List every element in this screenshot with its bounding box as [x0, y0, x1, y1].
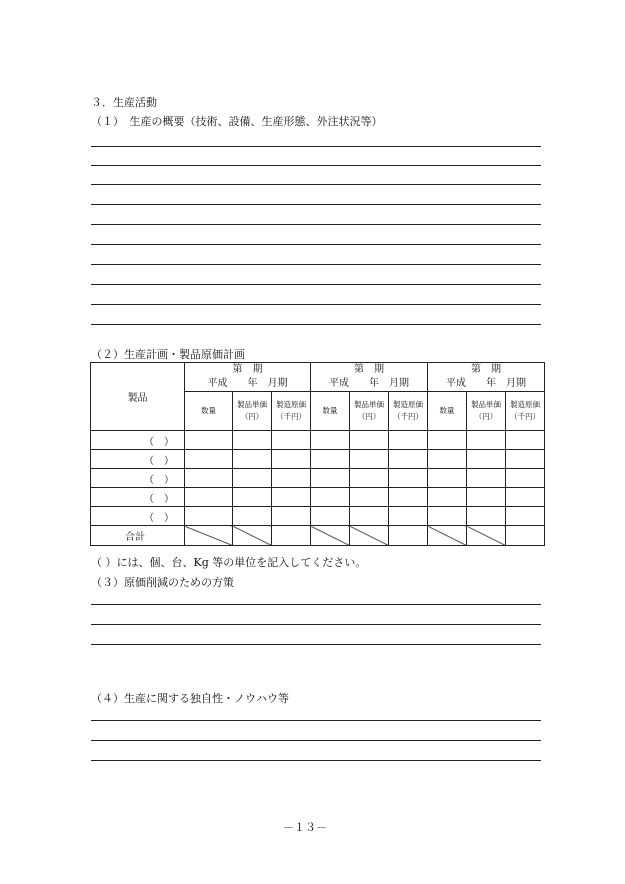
table-cell[interactable]: [428, 507, 467, 526]
period-date: 平成 年 月期: [329, 378, 409, 389]
table-cell[interactable]: [428, 450, 467, 469]
table-cell[interactable]: [185, 469, 233, 488]
table-cell[interactable]: [389, 431, 428, 450]
table-cell[interactable]: [185, 431, 233, 450]
period-date: 平成 年 月期: [207, 378, 288, 389]
unit-cell: （ ）: [91, 450, 185, 469]
table-cell[interactable]: [428, 488, 467, 507]
table-cell[interactable]: [428, 431, 467, 450]
writing-line: [91, 165, 541, 166]
period-header: [185, 363, 311, 392]
table-cell[interactable]: [506, 431, 545, 450]
period-header: [428, 363, 545, 392]
table-cell[interactable]: [233, 507, 272, 526]
column-manufacturing-cost: 製造原価 （千円）: [272, 392, 311, 431]
table-row: [91, 450, 545, 469]
diagonal-cell: [350, 526, 389, 546]
total-cost-cell[interactable]: [389, 526, 428, 546]
writing-line: [91, 740, 541, 741]
writing-line: [91, 184, 541, 185]
writing-line: [91, 760, 541, 761]
column-unit-price: 製品単価 （円）: [467, 392, 506, 431]
table-cell[interactable]: [350, 507, 389, 526]
table-cell[interactable]: [350, 488, 389, 507]
writing-line: [91, 604, 541, 605]
writing-line: [91, 720, 541, 721]
writing-line: [91, 304, 541, 305]
unit-cell: （ ）: [91, 469, 185, 488]
item1-title: （１） 生産の概要（技術、設備、生産形態、外注状況等）: [91, 115, 383, 128]
table-cell[interactable]: [506, 469, 545, 488]
table-cell[interactable]: [233, 450, 272, 469]
table-cell[interactable]: [506, 488, 545, 507]
total-cost-cell[interactable]: [506, 526, 545, 546]
table-cell[interactable]: [428, 469, 467, 488]
table-cell[interactable]: [467, 431, 506, 450]
writing-line: [91, 146, 541, 147]
table-cell[interactable]: [311, 507, 350, 526]
writing-line: [91, 244, 541, 245]
item3-title: （３）原価削減のための方策: [91, 576, 234, 589]
table-cell[interactable]: [185, 450, 233, 469]
table-cell[interactable]: [467, 507, 506, 526]
unit-cell: （ ）: [91, 431, 185, 450]
table-cell[interactable]: [272, 507, 311, 526]
period-label: 第 期: [471, 364, 501, 375]
table-cell[interactable]: [389, 507, 428, 526]
table-cell[interactable]: [185, 507, 233, 526]
table-cell[interactable]: [311, 488, 350, 507]
table-row: [91, 431, 545, 450]
table-cell[interactable]: [233, 431, 272, 450]
table-cell[interactable]: [350, 431, 389, 450]
unit-cell: （ ）: [91, 488, 185, 507]
table-cell[interactable]: [233, 469, 272, 488]
table-cell[interactable]: [311, 469, 350, 488]
diagonal-cell: [311, 526, 350, 546]
total-cost-cell[interactable]: [272, 526, 311, 546]
table-cell[interactable]: [185, 488, 233, 507]
table-cell[interactable]: [233, 488, 272, 507]
total-label: 合計: [91, 526, 185, 546]
writing-line: [91, 224, 541, 225]
period-date: 平成 年 月期: [446, 378, 526, 389]
product-header: 製品: [91, 363, 185, 431]
column-unit-price: 製品単価 （円）: [350, 392, 389, 431]
total-row: [91, 526, 545, 546]
writing-line: [91, 644, 541, 645]
table-cell[interactable]: [506, 450, 545, 469]
table-cell[interactable]: [389, 488, 428, 507]
page-number: －１３－: [283, 821, 327, 834]
column-manufacturing-cost: 製造原価 （千円）: [506, 392, 545, 431]
table-cell[interactable]: [311, 450, 350, 469]
section-title: ３．生産活動: [91, 96, 157, 109]
column-quantity: 数量: [185, 392, 233, 431]
writing-line: [91, 624, 541, 625]
item2-title: （２）生産計画・製品原価計画: [91, 348, 245, 361]
period-label: 第 期: [354, 364, 384, 375]
table-cell[interactable]: [467, 469, 506, 488]
table-cell[interactable]: [350, 469, 389, 488]
diagonal-cell: [233, 526, 272, 546]
table-cell[interactable]: [272, 488, 311, 507]
table-cell[interactable]: [467, 488, 506, 507]
table-row: [91, 507, 545, 526]
period-header: [311, 363, 428, 392]
diagonal-cell: [428, 526, 467, 546]
writing-line: [91, 204, 541, 205]
table-cell[interactable]: [467, 450, 506, 469]
table-cell[interactable]: [389, 450, 428, 469]
writing-line: [91, 264, 541, 265]
table-cell[interactable]: [272, 431, 311, 450]
column-quantity: 数量: [428, 392, 467, 431]
column-quantity: 数量: [311, 392, 350, 431]
unit-cell: （ ）: [91, 507, 185, 526]
column-unit-price: 製品単価 （円）: [233, 392, 272, 431]
writing-line: [91, 284, 541, 285]
item4-title: （４）生産に関する独自性・ノウハウ等: [91, 692, 289, 705]
table-row: [91, 488, 545, 507]
table-cell[interactable]: [389, 469, 428, 488]
table-cell[interactable]: [272, 469, 311, 488]
table-row: [91, 469, 545, 488]
writing-line: [91, 324, 541, 325]
table-cell[interactable]: [350, 450, 389, 469]
table-cell[interactable]: [506, 507, 545, 526]
unit-note: （ ）には、個、台、Kg 等の単位を記入してください。: [91, 556, 367, 569]
column-manufacturing-cost: 製造原価 （千円）: [389, 392, 428, 431]
period-label: 第 期: [232, 364, 263, 375]
table-cell[interactable]: [272, 450, 311, 469]
production-plan-table: [90, 362, 545, 546]
diagonal-cell: [185, 526, 233, 546]
table-cell[interactable]: [311, 431, 350, 450]
diagonal-cell: [467, 526, 506, 546]
